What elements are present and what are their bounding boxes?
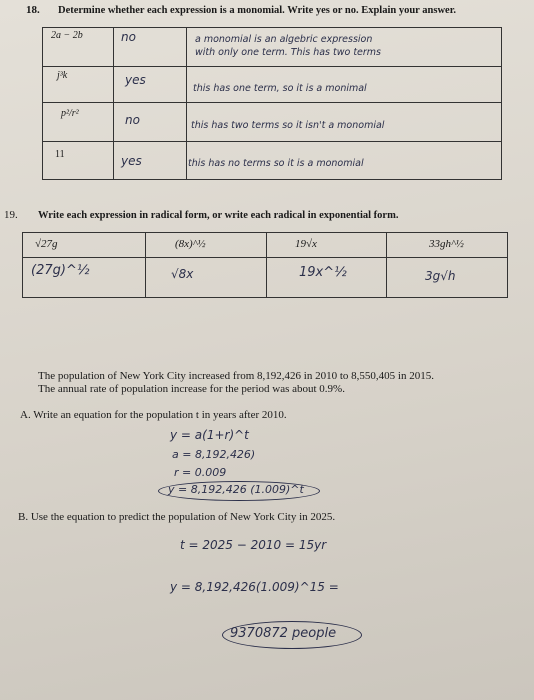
q18-number: 18.: [26, 4, 40, 16]
q18-prompt: Determine whether each expression is a monomial. Write yes or no. Explain your answer.: [58, 5, 457, 16]
q19-header-1: √27g: [35, 238, 58, 250]
q18-explanation-4: this has no terms so it is a monomial: [188, 158, 364, 169]
work-b-line1: t = 2025 − 2010 = 15yr: [180, 538, 327, 552]
q18-answer-1: no: [121, 30, 136, 44]
q19-number: 19.: [4, 209, 18, 221]
q19-answer-3: 19x^½: [299, 265, 347, 280]
q19-header-2: (8x)^½: [175, 238, 206, 250]
q18-explanation-1a: a monomial is an algebric expression: [195, 34, 373, 45]
q20-part-a: A. Write an equation for the population t in years after 2010.: [20, 409, 287, 421]
q18-answer-2: yes: [125, 73, 146, 87]
q19-answer-4: 3g√h: [425, 269, 456, 283]
q18-explanation-3: this has two terms so it isn't a monomial: [191, 120, 385, 131]
q18-expr-3: p²/r²: [61, 108, 79, 119]
work-a-line1: y = a(1+r)^t: [170, 428, 249, 442]
q19-prompt: Write each expression in radical form, or write each radical in exponential form.: [38, 210, 399, 221]
q19-header-3: 19√x: [295, 238, 317, 250]
q19-header-4: 33gh^½: [429, 238, 464, 250]
q18-explanation-2: this has one term, so it is a monimal: [193, 83, 367, 94]
q18-expr-1: 2a − 2b: [51, 30, 83, 41]
work-a-line3: r = 0.009: [174, 466, 227, 479]
work-b-line2: y = 8,192,426(1.009)^15 =: [170, 580, 339, 594]
q18-answer-4: yes: [121, 154, 142, 168]
q18-answer-3: no: [125, 113, 140, 127]
q18-explanation-1b: with only one term. This has two terms: [195, 47, 382, 58]
q19-answer-1: (27g)^½: [31, 263, 90, 278]
work-b-answer: 9370872 people: [230, 626, 337, 641]
radical-table: [22, 232, 508, 298]
q20-part-b: B. Use the equation to predict the population of New York City in 2025.: [18, 511, 336, 523]
q18-expr-2: j³k: [57, 70, 68, 81]
work-a-line4: y = 8,192,426 (1.009)^t: [168, 483, 304, 496]
q20-text-line1: The population of New York City increased from 8,192,426 in 2010 to 8,550,405 in 2015.: [38, 370, 434, 382]
q20-text-line2: The annual rate of population increase for the period was about 0.9%.: [38, 383, 345, 395]
work-a-line2: a = 8,192,426): [172, 448, 256, 461]
q19-answer-2: √8x: [171, 267, 194, 281]
q18-expr-4: 11: [55, 149, 65, 160]
monomial-table: [42, 27, 502, 180]
